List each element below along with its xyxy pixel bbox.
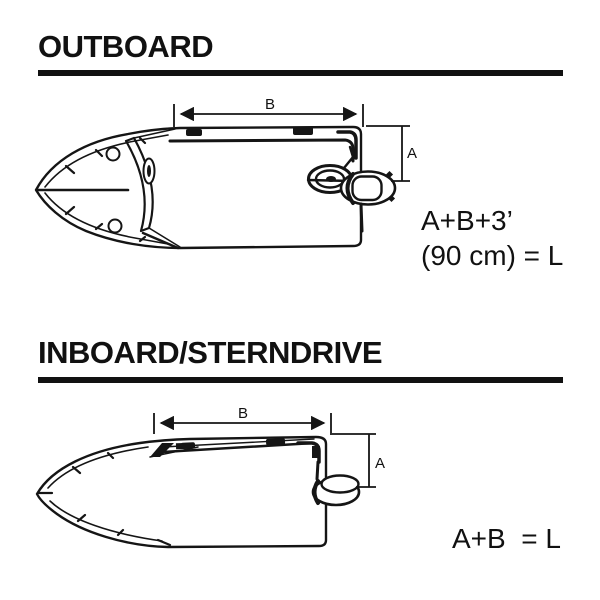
cleat: [266, 438, 285, 445]
inboard-boat-topview: [37, 405, 385, 547]
transom-corner-fill: [312, 446, 320, 458]
steering-wheel-hub: [147, 165, 151, 177]
inboard-formula-line-1: A+B = L: [452, 523, 561, 554]
dimension-a-label: A: [407, 145, 418, 162]
dimension-b-label: B: [237, 405, 249, 422]
cleat: [186, 129, 202, 136]
outboard-formula-line-2: (90 cm) = L: [421, 240, 564, 271]
deck-hatch-circle: [107, 148, 120, 161]
outboard-dimension-b: [174, 96, 363, 127]
outdrive-upper: [322, 476, 359, 493]
dimension-a-label: A: [375, 455, 386, 472]
outboard-formula-line-1: A+B+3’: [421, 205, 513, 236]
inboard-dimension-b: [154, 405, 331, 435]
deck-hatch-circle: [109, 220, 122, 233]
outboard-boat-topview: [36, 96, 417, 248]
drive-link-line: [317, 462, 318, 479]
cleat: [181, 442, 195, 449]
outboard-section-title: OUTBOARD: [38, 29, 214, 64]
dimension-b-label: B: [264, 96, 276, 113]
inboard-sterndrive-section-title: INBOARD/STERNDRIVE: [38, 335, 383, 370]
motor-skeg-line: [361, 204, 362, 231]
inboard-hull-outline: [37, 437, 326, 547]
cleat: [293, 127, 313, 135]
